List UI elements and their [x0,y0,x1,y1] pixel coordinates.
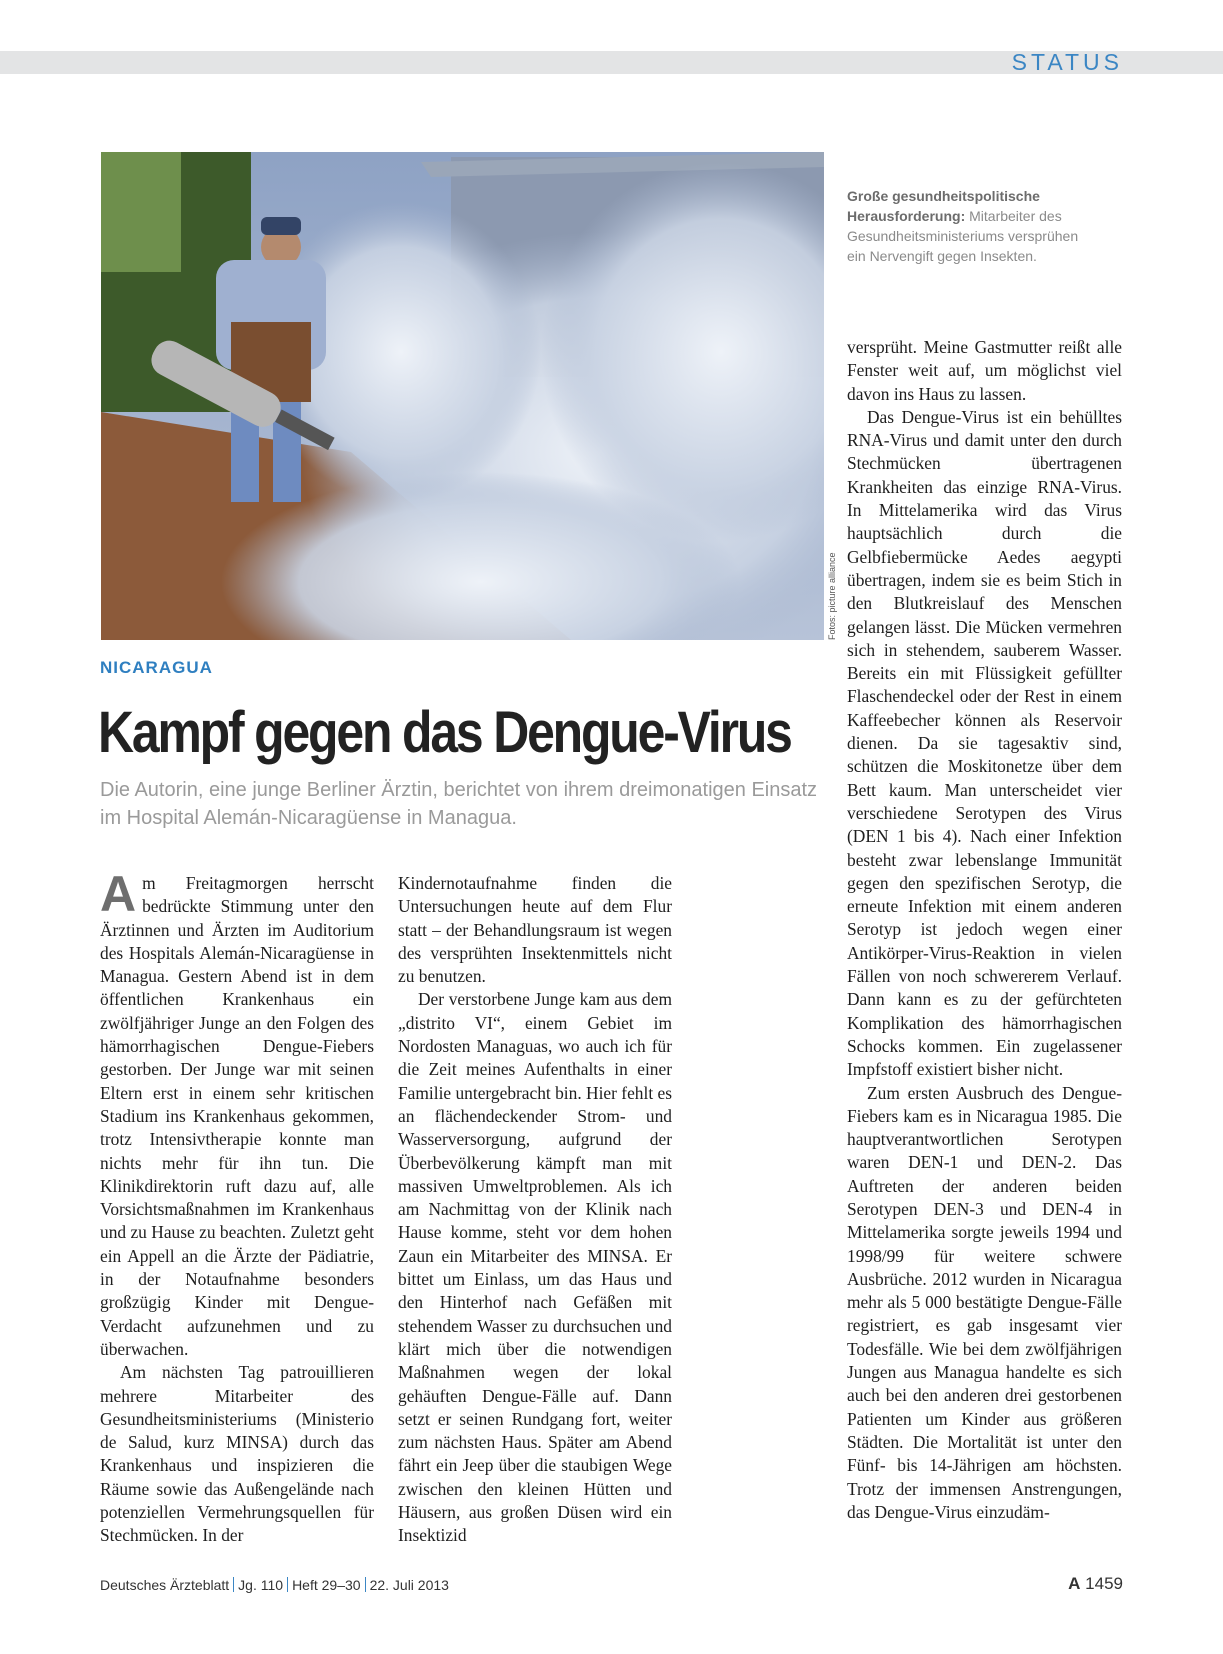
article-headline: Kampf gegen das Dengue-Virus [98,700,791,765]
drop-cap: A [100,866,137,922]
article-lede: Die Autorin, eine junge Berliner Ärztin, berichtet von ihrem dreimonatigen Einsatz im Hospital Alemán-Nicaragüense in Managua. [100,779,818,829]
paragraph: Kindernotaufnahme finden die Untersuchungen heute auf dem Flur statt – der Behandlungsraum ist wegen des versprühten Insektenmittels nicht zu benutzen. [398,873,672,987]
photo-caption [847,186,1082,266]
paragraph: versprüht. Meine Gastmutter reißt alle Fenster weit auf, um möglichst viel davon ins Haus zu lassen. [847,337,1122,404]
text-column-1 [100,866,374,1548]
text-column-2 [398,872,672,1548]
paragraph: Zum ersten Ausbruch des Dengue-Fiebers kam es in Nicaragua 1985. Die hauptverantwortlichen Serotypen waren DEN-1 und DEN-2. Das Auftreten der anderen beiden Serotypen DEN-3 und DEN-4 in Mittelamerika sorgte jeweils 1994 und 1998/99 für weitere schwere Ausbrüche. 2012 wurden in Nicaragua mehr als 5 000 bestätigte Dengue-Fälle registriert, es gab insgesamt vier Todesfälle. Wie bei dem zwölfjährigen Jungen aus Managua handelte es sich auch bei den anderen drei gestorbenen Patienten um Kinder aus größeren Städten. Die Mortalität ist unter den Fünf- bis 14-Jährigen am höchsten. Trotz der immensen Anstrengungen, das Dengue-Virus einzudäm- [847,1082,1122,1522]
article-photo [101,152,824,640]
caption-bold: Große gesundheitspolitische Herausforderung: [847,188,1040,224]
text-column-3 [847,336,1122,1524]
caption-text: Mitarbeiter des Gesundheitsministeriums versprühen ein Nervengift gegen Insekten. [847,208,1079,264]
article-kicker: NICARAGUA [100,658,213,677]
issue-date: 22. Juli 2013 [369,1577,449,1593]
page-number: A 1459 [1068,1574,1123,1593]
volume: Jg. 110 [238,1577,284,1593]
issue: Heft 29–30 [292,1577,361,1593]
footer-citation [100,1577,449,1593]
paragraph: Am nächsten Tag patrouillieren mehrere Mitarbeiter des Gesundheitsministeriums (Ministerio de Salud, kurz MINSA) durch das Krankenhaus und inspizieren die Räume sowie das Außengelände nach potenziellen Vermehrungsquellen für Stechmücken. In der [100,1362,374,1546]
paragraph: Am Freitagmorgen herrscht bedrückte Stimmung unter den Ärztinnen und Ärzten im Auditorium des Hospitals Alemán-Nicaragüense in Managua. Gestern Abend ist in dem öffentlichen Krankenhaus ein zwölfjähriger Junge an den Folgen des hämorrhagischen Dengue-Fiebers gestorben. Der Junge war mit seinen Eltern erst in einem sehr kritischen Stadium ins Krankenhaus gekommen, trotz Intensivtherapie konnte man nichts mehr für ihn tun. Die Klinikdirektorin ruft dazu auf, alle Vorsichtsmaßnahmen im Krankenhaus und zu Hause zu beachten. Zuletzt geht ein Appell an die Ärzte der Pädiatrie, in der Notaufnahme besonders großzügig Kinder mit Dengue-Verdacht aufzunehmen und zu überwachen. [100,866,374,1359]
paragraph: Das Dengue-Virus ist ein behülltes RNA-Virus und damit unter den durch Stechmücken übertragenen Krankheiten das einzige RNA-Virus. In Mittelamerika wird das Virus hauptsächlich durch die Gelbfiebermücke Aedes aegypti übertragen, indem sie es beim Stich in den Blutkreislauf des Menschen gelangen lässt. Die Mücken vermehren sich in stehendem, sauberem Wasser. Bereits ein mit Flüssigkeit gefüllter Flaschendeckel oder der Rest in einem Kaffeebecher können als Reservoir dienen. Da sie tagesaktiv sind, schützen die Moskitonetze über dem Bett kaum. Man unterscheidet vier verschiedene Serotypen des Virus (DEN 1 bis 4). Nach einer Infektion besteht zwar lebenslange Immunität gegen den spezifischen Serotyp, die erneute Infektion mit einem anderen Serotyp ist jedoch wegen einer Antikörper-Virus-Reaktion in vielen Fällen von noch schwererem Verlauf. Dann kann es zu der gefürchteten Komplikation des hämorrhagischen Schocks kommen. Ein zugelassener Impfstoff existiert bisher nicht. [847,406,1122,1080]
section-label: STATUS [1011,49,1123,75]
paragraph: Der verstorbene Junge kam aus dem „distrito VI“, einem Gebiet im Nordosten Managuas, wo auch ich für die Zeit meines Aufenthalts in einer Familie untergebracht bin. Hier fehlt es an flächendeckender Strom- und Wasserversorgung, aufgrund der Überbevölkerung kämpft man mit massiven Umweltproblemen. Als ich am Nachmittag von der Klinik nach Hause komme, steht vor dem hohen Zaun ein Mitarbeiter des MINSA. Er bittet um Einlass, um das Haus und den Hinterhof nach Gefäßen mit stehendem Wasser zu durchsuchen und klärt mich über die notwendigen Maßnahmen wegen der lokal gehäuften Dengue-Fälle auf. Dann setzt er seinen Rundgang fort, weiter zum nächsten Haus. Später am Abend fährt ein Jeep über die staubigen Wege zwischen den kleinen Hütten und Häusern, aus großen Düsen wird ein Insektizid [398,989,672,1546]
journal-name: Deutsches Ärzteblatt [100,1577,230,1593]
photo-credit: Fotos: picture alliance [827,552,837,640]
